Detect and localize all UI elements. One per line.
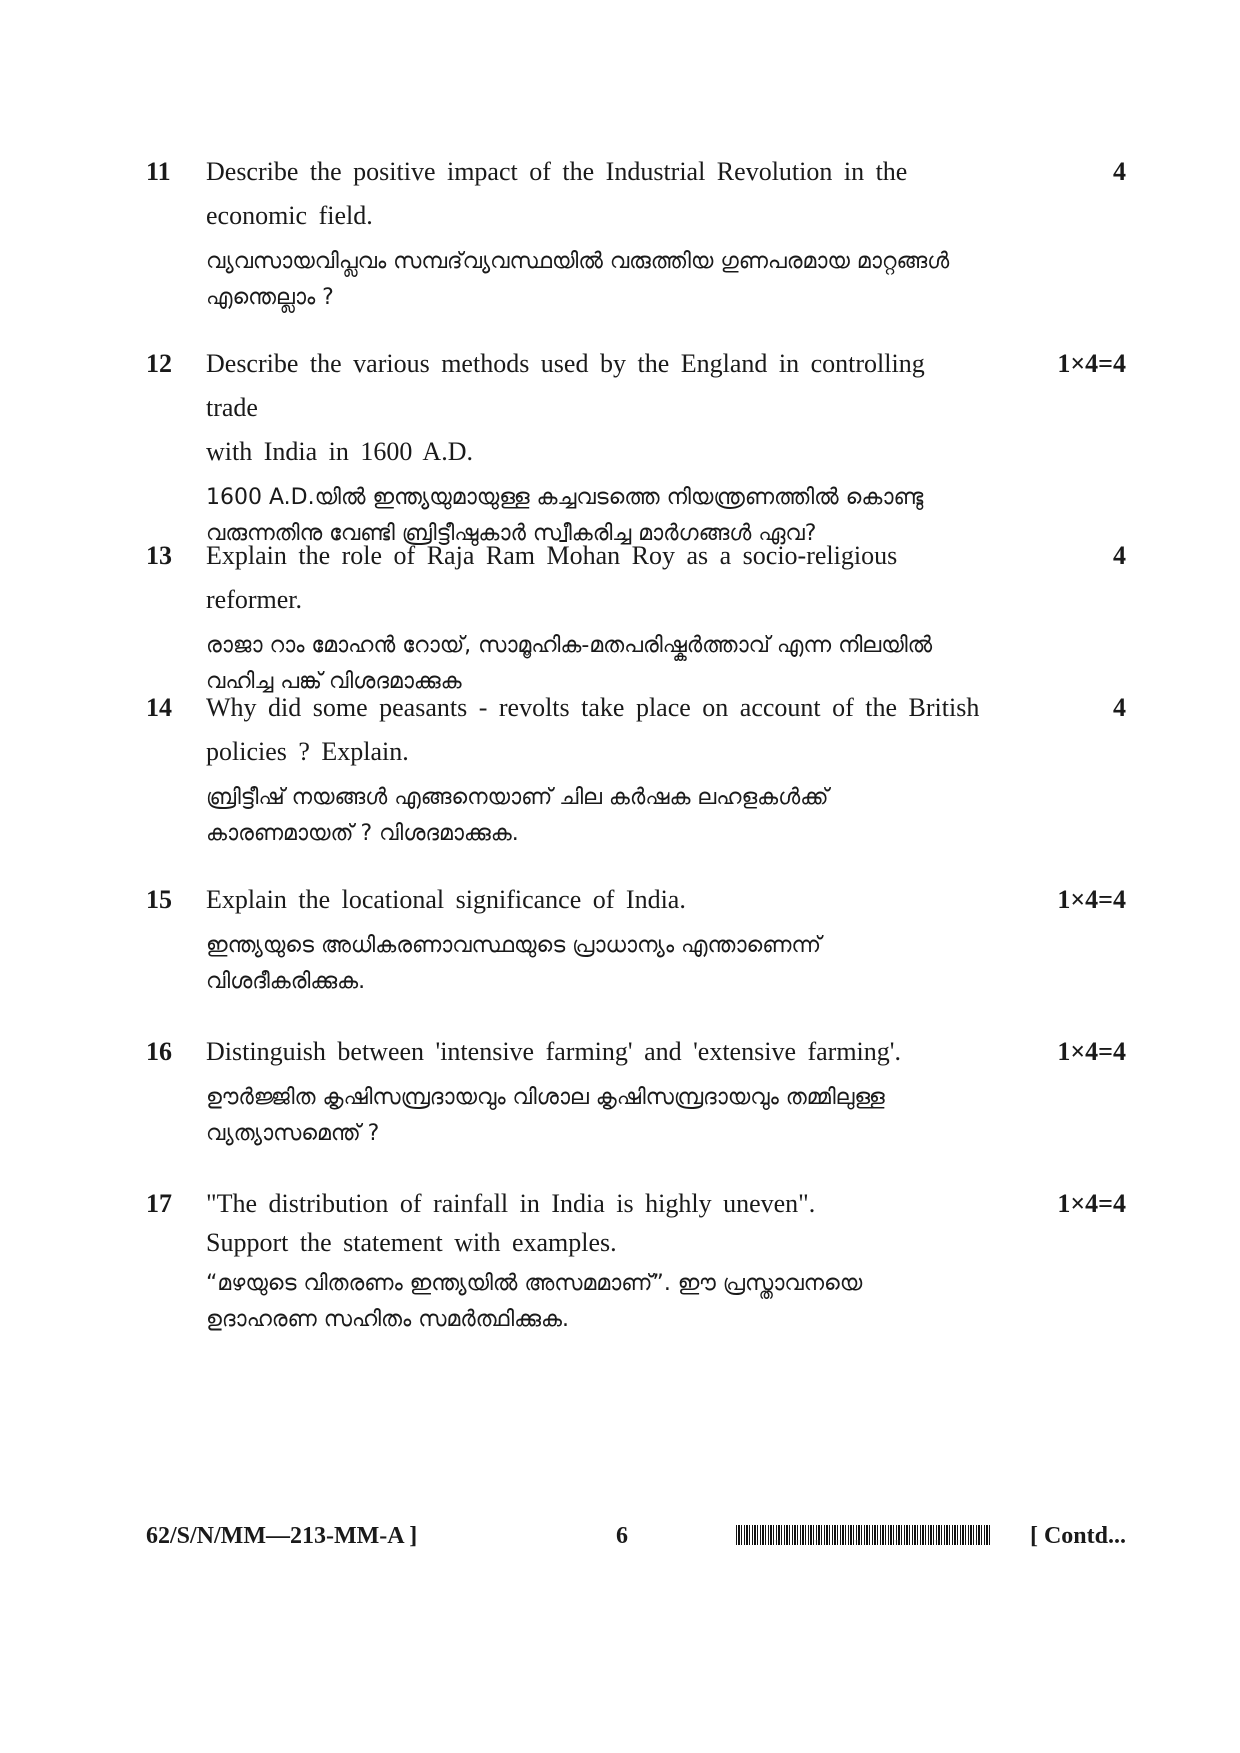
- question-english-line: Distinguish between 'intensive farming' and 'extensive farming'.: [206, 1037, 901, 1066]
- question-malayalam-line: ഉദാഹരണ സഹിതം സമർത്ഥിക്കുക.: [206, 1307, 569, 1332]
- continued-label: [ Contd...: [1029, 1523, 1126, 1549]
- question-number: 15: [146, 885, 172, 914]
- question-malayalam-line: വിശദീകരിക്കുക.: [206, 969, 366, 994]
- paper-code: 62/S/N/MM—213-MM-A ]: [146, 1523, 418, 1549]
- question-malayalam: [206, 1266, 986, 1338]
- question-english-line: policies ? Explain.: [206, 737, 409, 766]
- question-malayalam-line: വഹിച്ച പങ്ക് വിശദമാക്കുക: [206, 669, 462, 694]
- question-marks: 1×4=4: [1057, 1037, 1126, 1066]
- question-marks: 1×4=4: [1057, 349, 1126, 378]
- page-footer: [146, 1516, 1126, 1556]
- question-malayalam: [206, 928, 986, 1000]
- question-number: 13: [146, 541, 172, 570]
- question-malayalam-line: കാരണമായത് ? വിശദമാക്കുക.: [206, 821, 519, 846]
- question-malayalam: [206, 1080, 986, 1152]
- question-english-line: economic field.: [206, 201, 373, 230]
- question-malayalam-line: എന്തെല്ലാം ?: [206, 285, 334, 310]
- question-english-line: Explain the role of Raja Ram Mohan Roy as a socio-religious reformer.: [206, 541, 898, 614]
- question-malayalam-line: 1600 A.D.യിൽ ഇന്ത്യയുമായുള്ള കച്ചവടത്തെ നിയന്ത്രണത്തിൽ കൊണ്ടു: [206, 485, 924, 510]
- question-number: 14: [146, 693, 172, 722]
- page-number: 6: [616, 1523, 628, 1549]
- question-malayalam: [206, 244, 986, 316]
- question-english-line: Describe the positive impact of the Industrial Revolution in the: [206, 157, 908, 186]
- question-number: 17: [146, 1189, 172, 1218]
- question-marks: 4: [1113, 693, 1126, 722]
- question-english-line: Explain the locational significance of India.: [206, 885, 686, 914]
- question-number: 12: [146, 349, 172, 378]
- question-marks: 1×4=4: [1057, 1189, 1126, 1218]
- question-malayalam-line: വരുന്നതിനു വേണ്ടി ബ്രിട്ടീഷുകാർ സ്വീകരിച്ച മാർഗങ്ങൾ ഏവ?: [206, 521, 817, 546]
- question-body: [206, 150, 986, 316]
- question-marks: 1×4=4: [1057, 885, 1126, 914]
- question-body: [206, 686, 986, 852]
- question-english-line: Why did some peasants - revolts take place on account of the British: [206, 693, 980, 722]
- question-marks: 4: [1113, 541, 1126, 570]
- question-english-line: "The distribution of rainfall in India is highly uneven".: [206, 1189, 816, 1218]
- question-malayalam-line: ഊർജ്ജിത കൃഷിസമ്പ്രദായവും വിശാല കൃഷിസമ്പ്രദായവും തമ്മിലുള്ള: [206, 1085, 885, 1110]
- question-english-line: Support the statement with examples.: [206, 1228, 617, 1257]
- question-english-line: Describe the various methods used by the England in controlling trade: [206, 349, 925, 422]
- question-malayalam-line: വ്യവസായവിപ്ലവം സമ്പദ്‌വ്യവസ്ഥയിൽ വരുത്തിയ ഗുണപരമായ മാറ്റങ്ങൾ: [206, 249, 950, 274]
- question-number: 11: [146, 157, 171, 186]
- question-body: [206, 1030, 986, 1152]
- question-marks: 4: [1113, 157, 1126, 186]
- question-body: [206, 534, 986, 700]
- question-malayalam-line: രാജാ റാം മോഹൻ റോയ്, സാമൂഹിക-മതപരിഷ്കർത്താവ് എന്ന നിലയിൽ: [206, 633, 933, 658]
- barcode: [736, 1525, 991, 1545]
- question-body: [206, 342, 986, 552]
- question-malayalam-line: ഇന്ത്യയുടെ അധികരണാവസ്ഥയുടെ പ്രാധാന്യം എന്താണെന്ന്: [206, 933, 822, 958]
- question-body: [206, 878, 986, 1000]
- question-malayalam: [206, 780, 986, 852]
- question-malayalam-line: ബ്രിട്ടീഷ് നയങ്ങൾ എങ്ങനെയാണ് ചില കർഷക ലഹളകൾക്ക്: [206, 785, 829, 810]
- question-english-line: with India in 1600 A.D.: [206, 437, 473, 466]
- question-malayalam-line: “മഴയുടെ വിതരണം ഇന്ത്യയിൽ അസമമാണ്”. ഈ പ്രസ്താവനയെ: [206, 1271, 863, 1296]
- question-number: 16: [146, 1037, 172, 1066]
- question-malayalam-line: വ്യത്യാസമെന്ത് ?: [206, 1121, 380, 1146]
- question-body: [206, 1182, 986, 1338]
